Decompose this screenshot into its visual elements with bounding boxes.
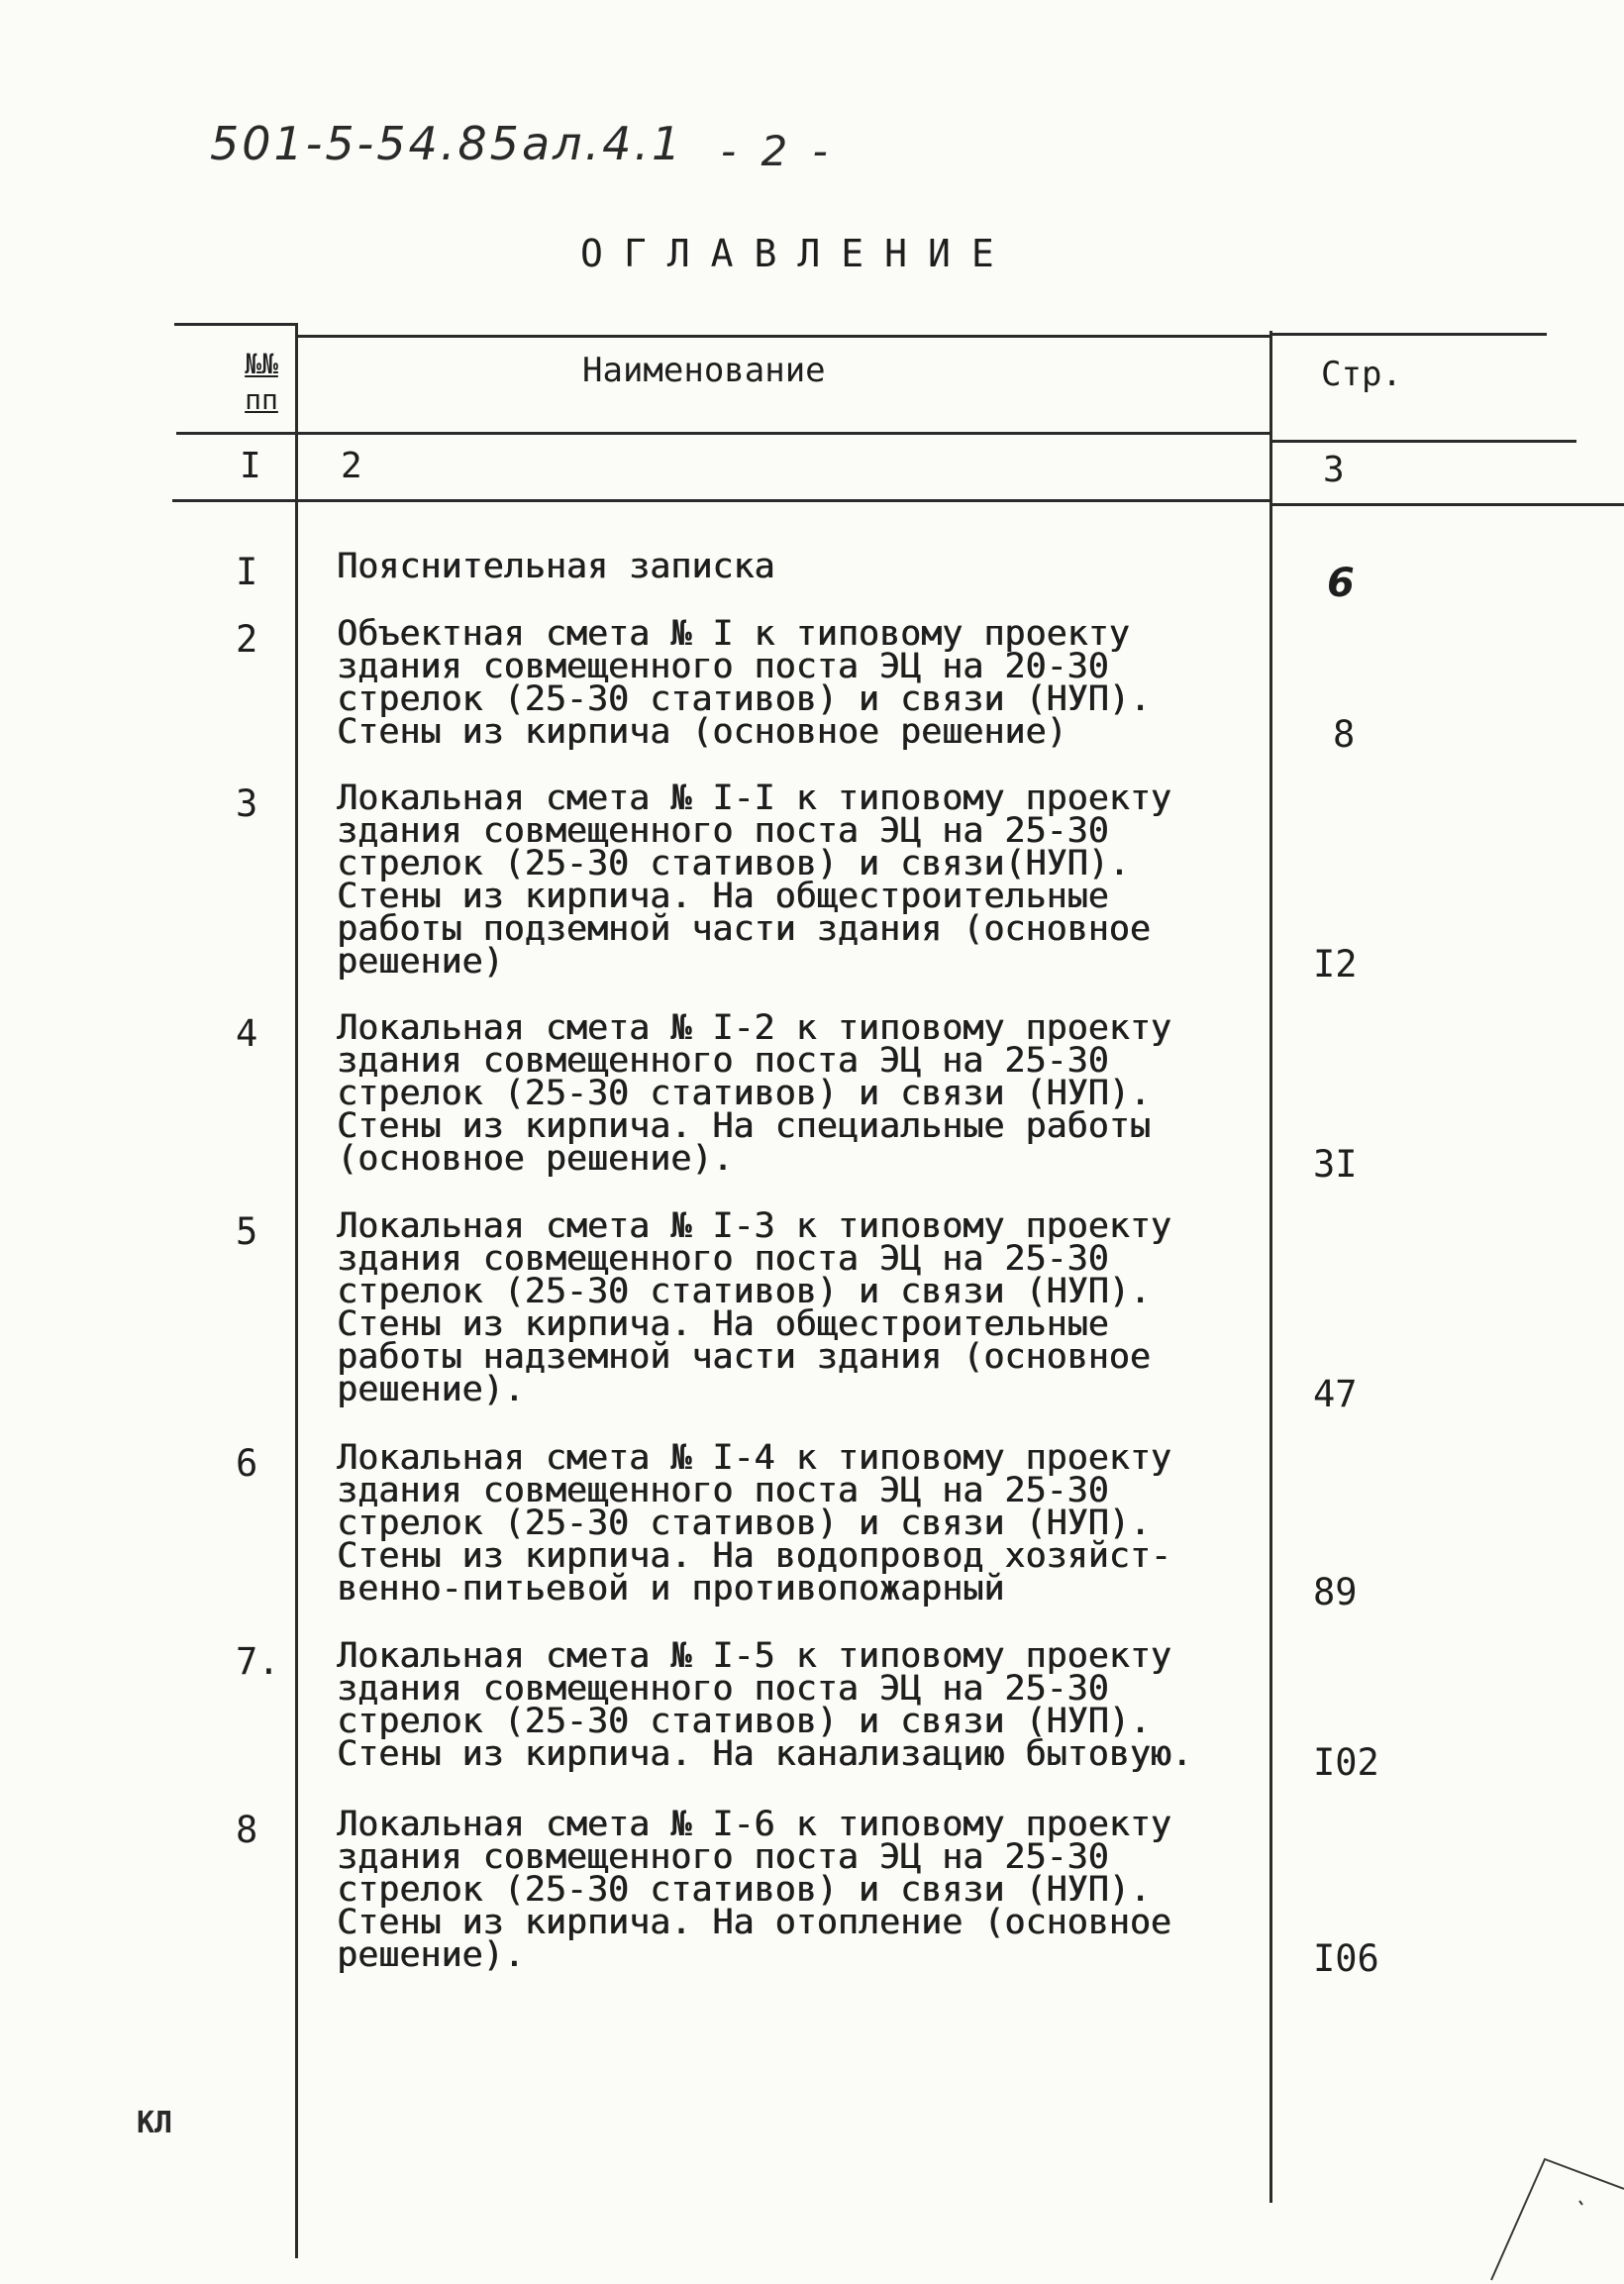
row-number: 2 — [236, 618, 258, 661]
header-page: Стр. — [1321, 355, 1402, 394]
row-title: Пояснительная записка — [337, 547, 775, 586]
row-number: 5 — [236, 1210, 258, 1253]
row-page: 47 — [1313, 1373, 1358, 1415]
row-number: 8 — [236, 1809, 258, 1851]
column-number-rule-left — [172, 499, 1271, 502]
row-number: I — [236, 551, 258, 593]
header-name: Наименование — [582, 351, 826, 390]
header-bottom-rule-left — [176, 432, 1271, 435]
column-divider-right — [1269, 331, 1272, 2203]
table-top-rule-left — [174, 323, 297, 326]
column-number-1: I — [240, 446, 261, 486]
row-number: 7. — [236, 1640, 280, 1683]
page-title: ОГЛАВЛЕНИЕ — [580, 232, 1015, 275]
row-page: 8 — [1333, 713, 1356, 756]
table-top-rule-middle — [297, 335, 1271, 338]
document-code: 501-5-54.85ал.4.1 — [210, 117, 684, 170]
row-title: Локальная смета № I-4 к типовому проекту здания совмещенного поста ЭЦ на 25-30 стрелок (25-30 стативов) и связи (НУП). Стены из кирпича. На водопровод хозяйст- венно-питьевой и противопожарный — [337, 1438, 1171, 1609]
page-number: - 2 - — [721, 127, 834, 175]
row-title: Локальная смета № I-6 к типовому проекту здания совмещенного поста ЭЦ на 25-30 стрелок (25-30 стативов) и связи (НУП). Стены из кирпича. На отопление (основное решение). — [337, 1805, 1171, 1975]
row-title: Локальная смета № I-3 к типовому проекту здания совмещенного поста ЭЦ на 25-30 стрелок (25-30 стативов) и связи (НУП). Стены из кирпича. На общестроительные работы надземной части здания (основное решение). — [337, 1206, 1171, 1409]
column-divider-left — [295, 323, 298, 2258]
footer-mark: КЛ — [137, 2106, 173, 2140]
table-top-rule-right — [1271, 333, 1547, 336]
row-page: 6 — [1327, 561, 1355, 606]
row-title: Локальная смета № I-2 к типовому проекту здания совмещенного поста ЭЦ на 25-30 стрелок (25-30 стативов) и связи (НУП). Стены из кирпича. На специальные работы (основное решение). — [337, 1008, 1171, 1179]
header-number: №№ пп — [245, 348, 278, 416]
column-number-rule-right — [1271, 503, 1624, 506]
row-title: Объектная смета № I к типовому проекту здания совмещенного поста ЭЦ на 20-30 стрелок (25-30 стативов) и связи (НУП). Стены из кирпича (основное решение) — [337, 614, 1151, 752]
row-number: 6 — [236, 1442, 258, 1485]
header-bottom-rule-right — [1271, 440, 1576, 443]
row-page: I2 — [1313, 943, 1358, 986]
column-number-3: 3 — [1323, 450, 1345, 490]
row-page: 3I — [1313, 1143, 1358, 1186]
row-page: I06 — [1313, 1937, 1379, 1980]
row-number: 4 — [236, 1012, 258, 1055]
row-title: Локальная смета № I-5 к типовому проекту здания совмещенного поста ЭЦ на 25-30 стрелок (25-30 стативов) и связи (НУП). Стены из кирпича. На канализацию бытовую. — [337, 1636, 1192, 1774]
column-number-2: 2 — [341, 446, 362, 486]
row-page: I02 — [1313, 1741, 1379, 1784]
row-page: 89 — [1313, 1571, 1358, 1613]
corner-scribble-icon — [1485, 2149, 1624, 2284]
row-number: 3 — [236, 782, 258, 825]
row-title: Локальная смета № I-I к типовому проекту здания совмещенного поста ЭЦ на 25-30 стрелок (25-30 стативов) и связи(НУП). Стены из кирпича. На общестроительные работы подземной части здания (основное решение) — [337, 779, 1171, 982]
